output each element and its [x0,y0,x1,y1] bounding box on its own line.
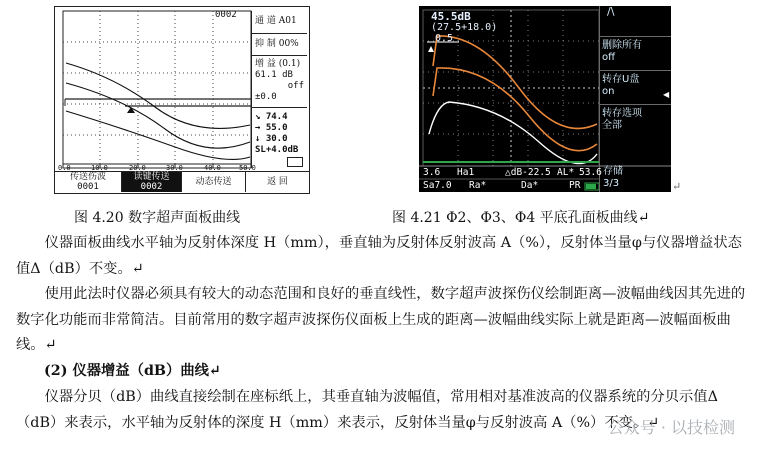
status-delta-db: △dB-22.5 [505,167,551,178]
frame-counter: 0002 [215,10,237,20]
gain-delta: ±0.0 [255,92,277,102]
menu-value: on [602,86,615,97]
figure-4-20-panel [54,6,310,194]
status-da: Da* [521,180,539,191]
menu-value: off [602,52,616,63]
channel-readout: 通 道 A01 [251,11,307,33]
caption-figure-4-20: 图 4.20 数字超声面板曲线 [74,210,241,226]
gain-block [251,55,307,107]
status-sound-path: 3.6 [423,167,441,178]
paragraph-db-curve: 仪器分贝（dB）曲线直接绘制在座标纸上，其垂直轴为波幅值，常用相对基准波高的仪器系统的分贝示值Δ（dB）来表示，水平轴为反射体的深度 H（mm）来表示，反射体当量φ与反射波高 A（%）不变。↵ [16,389,718,431]
gain-step: (0.1) [278,59,301,69]
menu-label: 转存选项 [602,108,642,119]
softkey-transfer-waveform[interactable] [55,172,121,192]
gain-off: off [287,81,304,91]
menu-up-icon[interactable]: /\ [607,5,615,18]
softkey-back[interactable] [245,172,309,192]
softkey-key-transfer[interactable] [121,172,181,192]
gain-value: 61.1 dB [255,70,293,80]
tick-0: 0.0 [58,164,71,172]
menu-divider [599,6,600,192]
tick-20: 20.0 [129,164,146,172]
tick-50: 50.0 [239,164,256,172]
store-page: 3/3 [603,178,620,189]
softkey-label: 读键传送 [133,172,170,182]
store-label: 存储 [603,166,623,177]
sound-path-readout: ↘ 74.4 [255,112,288,122]
paragraph-digital-instrument: 使用此法时仪器必须具有较大的动态范围和良好的垂直线性，数字超声波探伤仪绘制距离—波幅曲线因其先进的数字化功能而非常简洁。目前常用的数字超声波探伤仪面板上生成的距离—波幅曲线实际上就是距离—波幅面板曲线。↵ [16,286,746,353]
printer-icon [287,157,303,167]
status-sa: Sa7.0 [423,180,452,191]
menu-label: 删除所有 [602,40,642,51]
menu-delete-all[interactable] [599,36,671,70]
suppress-readout: 抑 制 00% [251,33,307,55]
tick-40: 40.0 [204,164,221,172]
gain-breakdown: (27.5+18.0) [431,22,498,33]
horizontal-readout: → 55.0 [255,123,288,133]
return-mark: ↵ [672,180,682,193]
status-al-value: 53.6 [579,167,602,178]
figure-4-21-panel [419,6,671,192]
tick-10: 10.0 [91,164,108,172]
depth-readout: ↓ 30.0 [255,134,288,144]
softkey-sub: 0002 [140,182,163,192]
paragraph-panel-curve-axes: 仪器面板曲线水平轴为反射体深度 H（mm），垂直轴为反射体反射波高 A（%），反射体当量φ与仪器增益状态值Δ（dB）不变。↵ [16,235,742,277]
menu-save-usb[interactable] [599,70,671,104]
status-ra: Ra* [469,180,487,191]
section-heading-gain-curve: (2) 仪器增益（dB）曲线↵ [44,363,221,379]
range-readout: 0.5 [435,33,454,44]
watermark-text: 公众号 · 以技检测 [607,418,735,437]
tick-30: 30.0 [166,164,183,172]
softkey-label: 传送伤波 [69,172,106,182]
gain-label: 增 益 [255,59,276,69]
menu-label: 转存U盘 [602,74,640,85]
softkey-label: 返 回 [267,177,288,187]
menu-save-options[interactable] [599,104,671,166]
softkey-dynamic-transfer[interactable] [181,172,245,192]
menu-value: 全部 [602,120,622,131]
softkey-label: 动态传送 [195,177,232,187]
gain-readout: 45.5dB [431,10,471,23]
softkey-sub: 0001 [77,182,99,192]
caption-figure-4-21: 图 4.21 Φ2、Φ3、Φ4 平底孔面板曲线↵ [392,210,650,226]
menu-pointer-icon: ◀ [663,90,670,99]
status-al: AL* [557,167,575,178]
status-pr: PR [569,180,581,191]
sl-readout: SL+4.0dB [255,145,299,155]
store-softkey[interactable] [603,166,623,190]
status-ha1: Ha1 [457,167,475,178]
